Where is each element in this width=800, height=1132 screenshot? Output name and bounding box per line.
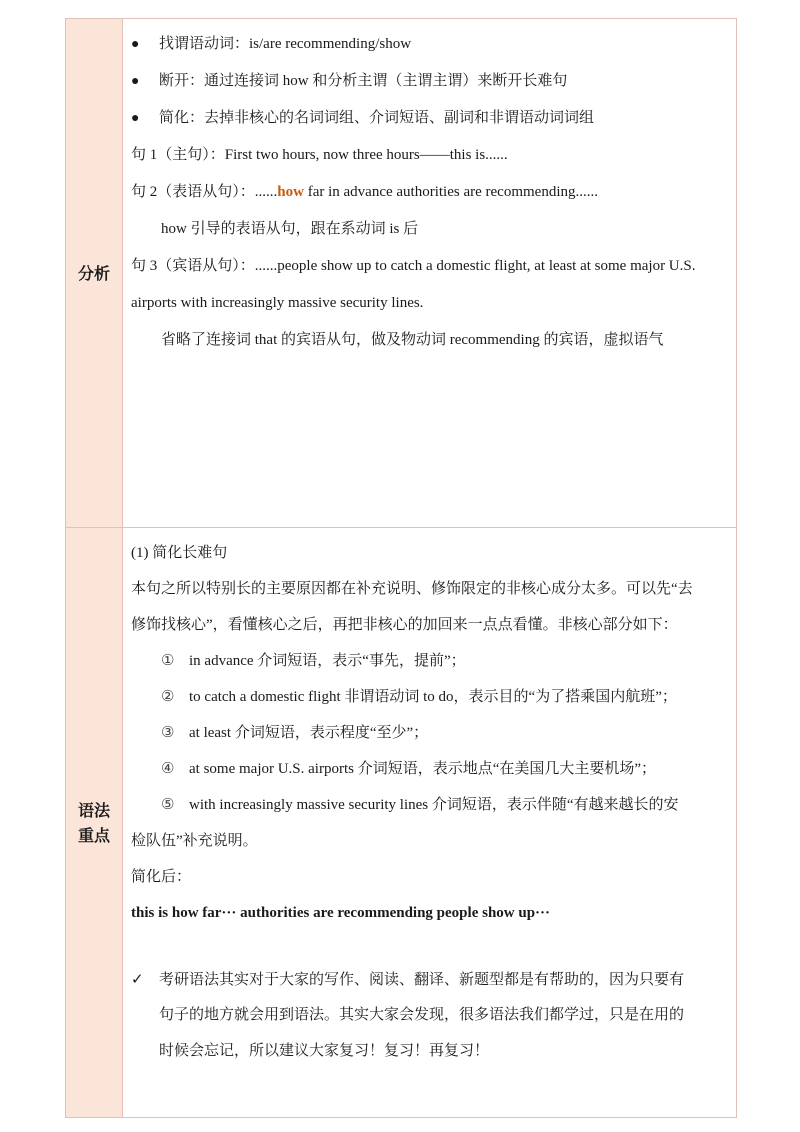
analysis-label-text: 分析 (77, 263, 110, 283)
notes-table (65, 18, 737, 1118)
sentence-2 (131, 174, 736, 211)
circled-number: ③ (161, 725, 175, 741)
highlight-how: how (277, 184, 304, 200)
grammar-paragraph-line2: 修饰找核心”，看懂核心之后，再把非核心的加回来一点点看懂。非核心部分如下： (131, 617, 678, 633)
tip-line1 (131, 961, 736, 997)
list-item (131, 643, 736, 679)
analysis-label (66, 19, 123, 527)
list-item-text: at least 介词短语，表示程度“至少”； (189, 725, 429, 741)
sentence-2-prefix: 句 2（表语从句）：...... (131, 184, 278, 200)
bullet-text: 断开：通过连接词 how 和分析主谓（主谓主谓）来断开长难句 (159, 73, 568, 89)
bullet-dot-icon: ● (131, 37, 140, 52)
bullet-text: 简化：去掉非核心的名词词组、介词短语、副词和非谓语动词词组 (159, 110, 595, 126)
grammar-label-line2: 重点 (77, 825, 110, 845)
sentence-3-line2: airports with increasingly massive security lines. (131, 295, 424, 311)
tip-text: 考研语法其实对于大家的写作、阅读、翻译、新题型都是有帮助的，因为只要有 (159, 972, 685, 988)
simplified-sentence: this is how far··· authorities are recommending people show up··· (131, 905, 551, 921)
bullet-dot-icon: ● (131, 111, 140, 126)
sentence-2-note: how 引导的表语从句，跟在系动词 is 后 (161, 221, 419, 237)
list-item-continuation: 检队伍”补充说明。 (131, 833, 258, 849)
sentence-3-line1: 句 3（宾语从句）：......people show up to catch a domestic flight, at least at some major U.S. (131, 258, 696, 274)
tip-line3: 时候会忘记，所以建议大家复习！复习！再复习！ (159, 1043, 490, 1059)
sentence-1: 句 1（主句）：First two hours, now three hours——this is...... (131, 147, 508, 163)
analysis-content (123, 19, 736, 527)
grammar-heading: (1) 简化长难句 (131, 545, 228, 561)
bullet-dot-icon: ● (131, 74, 140, 89)
list-item-text: to catch a domestic flight 非谓语动词 to do，表示目的“为了搭乘国内航班”； (189, 689, 677, 705)
bullet-item (131, 26, 736, 63)
grammar-label-line1: 语法 (77, 800, 110, 820)
grammar-content (123, 528, 736, 1117)
bullet-text: 找谓语动词：is/are recommending/show (159, 36, 412, 52)
list-item (131, 787, 736, 823)
circled-number: ⑤ (161, 797, 175, 813)
circled-number: ④ (161, 761, 175, 777)
grammar-paragraph-line1: 本句之所以特别长的主要原因都在补充说明、修饰限定的非核心成分太多。可以先“去 (131, 581, 693, 597)
list-item-text: in advance 介词短语，表示“事先，提前”； (189, 653, 466, 669)
bullet-item (131, 63, 736, 100)
circled-number: ② (161, 689, 175, 705)
check-icon: ✓ (131, 970, 144, 988)
list-item-text: at some major U.S. airports 介词短语，表示地点“在美国几大主要机场”； (189, 761, 657, 777)
list-item (131, 679, 736, 715)
spacer (131, 931, 736, 961)
grammar-label (66, 528, 123, 1117)
list-item (131, 715, 736, 751)
sentence-3-note: 省略了连接词 that 的宾语从句，做及物动词 recommending 的宾语，虚拟语气 (161, 332, 664, 348)
tip-line2: 句子的地方就会用到语法。其实大家会发现，很多语法我们都学过，只是在用的 (159, 1007, 685, 1023)
circled-number: ① (161, 653, 175, 669)
list-item-text: with increasingly massive security lines 介词短语，表示伴随“有越来越长的安 (189, 797, 679, 813)
sentence-2-rest: far in advance authorities are recommending...... (303, 184, 598, 200)
list-item (131, 751, 736, 787)
analysis-row (66, 19, 736, 527)
bullet-item (131, 100, 736, 137)
simplified-label: 简化后： (131, 869, 192, 885)
grammar-row (66, 527, 736, 1117)
